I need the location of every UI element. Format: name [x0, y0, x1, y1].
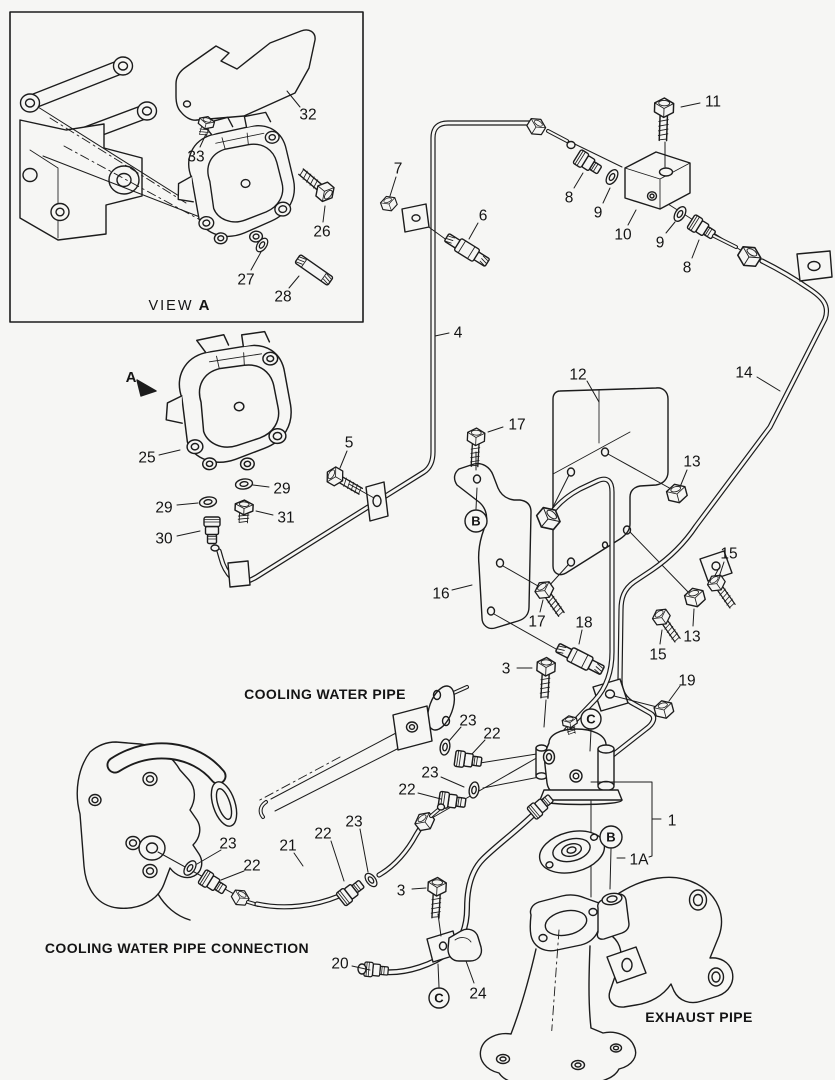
- plug-31: [234, 500, 253, 523]
- marker-letter-C: C: [434, 990, 444, 1006]
- part-callout-33: 33: [187, 148, 205, 166]
- union-22a: [454, 750, 482, 770]
- view-a-arrow: [137, 380, 156, 396]
- callout-leader-14: [757, 377, 780, 391]
- part-callout-7: 7: [393, 160, 403, 178]
- part-callout-19: 19: [678, 672, 696, 690]
- part-callout-16: 16: [432, 585, 450, 603]
- bolt-5: [323, 465, 365, 499]
- part-callout-9: 9: [593, 204, 603, 222]
- view-letter: A: [198, 297, 210, 314]
- inset-view-a: [10, 12, 363, 322]
- callout-leader-13: [693, 609, 694, 626]
- nut-13b: [683, 586, 706, 609]
- part-callout-9: 9: [655, 234, 665, 252]
- callout-leader-13: [680, 470, 687, 487]
- callout-leader-31: [256, 511, 273, 515]
- bolt-3b: [535, 657, 555, 698]
- callout-leader-5: [340, 451, 347, 468]
- washer-29a: [235, 478, 253, 490]
- label-exhaust-pipe: EXHAUST PIPE: [645, 1009, 753, 1025]
- part-callout-28: 28: [274, 288, 292, 306]
- callout-leader-22: [221, 871, 244, 880]
- callout-leader-8: [574, 173, 583, 188]
- hose-end-fitting: [364, 962, 389, 978]
- part-callout-14: 14: [735, 364, 753, 382]
- part-callout-18: 18: [575, 614, 593, 632]
- callout-leader-22: [418, 793, 441, 799]
- pump-25: [162, 330, 294, 473]
- callout-leader-23: [360, 829, 368, 872]
- part-callout-22: 22: [483, 725, 501, 743]
- part-callout-8: 8: [682, 259, 692, 277]
- marker-leader-B: [610, 849, 611, 889]
- callout-leader-17: [540, 600, 543, 612]
- part-callout-30: 30: [155, 530, 173, 548]
- callout-leader-25: [159, 450, 180, 455]
- part-callout-6: 6: [478, 207, 488, 225]
- callout-leader-24: [466, 961, 474, 983]
- block-10: [625, 152, 690, 209]
- label-cooling-water-pipe-connection: COOLING WATER PIPE CONNECTION: [44, 940, 310, 956]
- callout-leader-18: [579, 630, 582, 644]
- part-callout-13: 13: [683, 628, 701, 646]
- part-callout-22: 22: [398, 781, 416, 799]
- cooling-water-pipe-connection-part: [77, 742, 241, 920]
- part-callout-22: 22: [243, 857, 261, 875]
- marker-letter-B: B: [471, 513, 481, 529]
- washer-9a: [604, 168, 621, 187]
- part-callout-23: 23: [459, 712, 477, 730]
- stud-6: [443, 231, 491, 268]
- part-callout-5: 5: [344, 434, 354, 452]
- cooling-water-pipe-assembly: [258, 682, 565, 822]
- part-callout-23: 23: [219, 835, 237, 853]
- callout-leader-29: [253, 485, 269, 487]
- callout-leader-6: [469, 223, 478, 239]
- callout-leader-17: [488, 427, 503, 432]
- bolt-17a: [466, 428, 485, 467]
- part-callout-15: 15: [649, 646, 667, 664]
- part-callout-3: 3: [396, 882, 406, 900]
- part-callout-8: 8: [564, 189, 574, 207]
- callout-leader-11: [681, 103, 700, 107]
- part-callout-29: 29: [273, 480, 291, 498]
- part-callout-10: 10: [614, 226, 632, 244]
- callout-leader-29: [177, 503, 198, 505]
- part-callout-22: 22: [314, 825, 332, 843]
- callout-leader-21: [294, 853, 303, 866]
- part-callout-26: 26: [313, 223, 331, 241]
- part-callout-21: 21: [279, 837, 297, 855]
- callout-leader-22: [331, 841, 344, 881]
- part-callout-1A: 1A: [629, 851, 649, 869]
- callout-leader-8: [692, 240, 699, 258]
- part-callout-31: 31: [277, 509, 295, 527]
- hose-20-group: [358, 792, 556, 978]
- part-callout-3: 3: [501, 660, 511, 678]
- callout-leader-3: [412, 888, 426, 889]
- pipe4-end-nut: [524, 115, 548, 139]
- callout-leader-16: [452, 585, 472, 590]
- nut-7: [379, 194, 398, 213]
- bolt-11: [653, 98, 673, 141]
- gasket-flange: [535, 825, 609, 880]
- part-callout-1: 1: [667, 812, 677, 830]
- part-callout-20: 20: [331, 955, 349, 973]
- callout-leader-10: [628, 210, 636, 225]
- callout-leader-9: [603, 188, 610, 203]
- bolt-3c: [426, 877, 446, 918]
- callout-leader-9: [666, 222, 675, 233]
- part-callout-23: 23: [345, 813, 363, 831]
- connector-18: [554, 641, 606, 677]
- callout-leader-23: [441, 777, 464, 787]
- union-8a: [573, 149, 604, 177]
- part-callout-17: 17: [508, 416, 526, 434]
- view-label: VIEW: [148, 298, 194, 314]
- part-callout-24: 24: [469, 985, 487, 1003]
- washer-29b: [199, 496, 217, 508]
- nut-pipe14-end: [735, 242, 764, 271]
- part-callout-11: 11: [704, 93, 722, 111]
- marker-letter-A: A: [125, 369, 137, 386]
- part-callout-17: 17: [528, 613, 546, 631]
- marker-letter-C: C: [586, 711, 596, 727]
- part-callout-29: 29: [155, 499, 173, 517]
- callout-leader-4: [435, 333, 449, 336]
- washer-23b: [468, 781, 480, 799]
- callout-leader-7: [390, 177, 396, 196]
- part-callout-27: 27: [237, 271, 255, 289]
- part-callout-4: 4: [453, 324, 463, 342]
- union-30: [204, 517, 220, 544]
- pump-25-group: [137, 330, 294, 551]
- union-22c: [198, 869, 229, 897]
- nut-21a: [229, 887, 251, 909]
- marker-letter-B: B: [606, 829, 616, 845]
- bolt-15b: [650, 606, 684, 645]
- bolt-3b-group: [535, 657, 555, 727]
- marker-leader-C: [438, 964, 439, 987]
- part-callout-32: 32: [299, 106, 317, 124]
- part-callout-13: 13: [683, 453, 701, 471]
- nut-13a: [665, 482, 688, 505]
- part-callout-15: 15: [720, 545, 738, 563]
- callout-leader-30: [177, 531, 200, 536]
- part-callout-25: 25: [138, 449, 156, 467]
- callout-leader-15: [660, 630, 662, 644]
- part-callout-23: 23: [421, 764, 439, 782]
- label-cooling-water-pipe: COOLING WATER PIPE: [244, 686, 406, 702]
- union-22e: [336, 877, 367, 906]
- part-callout-12: 12: [569, 366, 587, 384]
